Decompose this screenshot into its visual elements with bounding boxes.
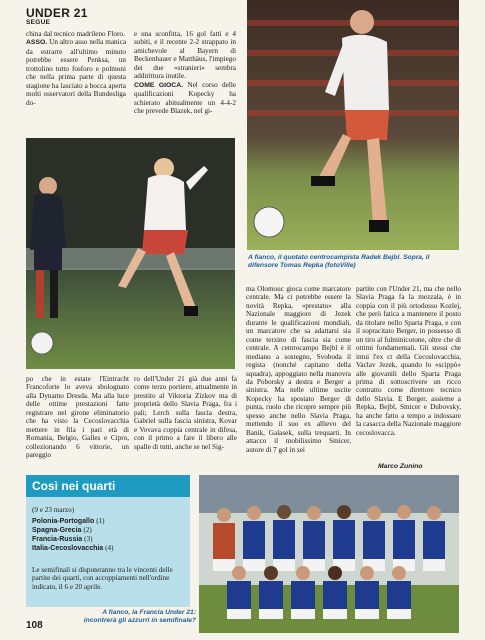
page-number: 108	[26, 620, 43, 631]
match-teams: Italia-Cecoslovacchia	[32, 545, 104, 552]
quarterfinals-title: Così nei quarti	[26, 475, 190, 497]
match-row	[32, 544, 114, 552]
paragraph: Nel corso delle qualificazioni Kopecky ha schierato abitualmente un 4-4-2 che prevede Blazek, nel gi-	[134, 80, 236, 116]
match-result: (3)	[84, 535, 93, 543]
author-signature: Marco Zunino	[378, 463, 423, 470]
article-col1-top	[26, 30, 126, 107]
match-row	[32, 535, 93, 543]
paragraph: Un altro asso nella manica da estrarre all'ultimo minuto potrebbe essere Penksa, un trottolino tutto fosforo e polmoni che nella prima parte di questa stagione ha lasciato a bocca aperta molti osservatori della Bundesliga do-	[26, 38, 127, 107]
article-col4: partite con l'Under 21, ma che nello Slavia Praga fa la mezzala, è in coppia con il più ortodosso Kozlej, che però fatica a mantenere il posto da titolare nello Sparta Praga, e con il sopracitato Berger, in possesso di un tiro al fulminicotone, oltre che di ottimi fondamentali. Gli stessi che intui l'ex ct della Cecoslovacchia, Vaclav Jezek, quando lo «scippò» alle giovanili dello Sparta Praga prima di sottoscrivere un ricco contratto come direttore tecnico dello Slavia. E Berger, assieme a Repka, Bejbl, Smicer e Dubovsky, ha anche fatto a tempo a indossare la casacca della Nazionale maggiore cecoslovacca.	[356, 285, 461, 437]
photo-caption-bottom: A fianco, la Francia Under 21: incontrerà gli azzurri in semifinale?	[83, 609, 196, 624]
quarterfinals-note: Le semifinali si disputeranno tra le vincenti delle partite dei quarti, con accoppiamenti nell'ordine indicato, il 6 e 20 aprile.	[32, 566, 173, 591]
photo-france-team	[199, 475, 459, 633]
match-teams: Francia-Russia	[32, 536, 83, 543]
match-row	[32, 517, 105, 525]
quarterfinals-date: (9 e 23 marzo)	[32, 506, 75, 514]
match-teams: Spagna-Grecia	[32, 527, 82, 534]
section-title: UNDER 21	[26, 6, 88, 20]
article-col3: ma Olomouc gioca come marcatore centrale. Ma ci potrebbe essere la novità Repka, «prestato» alla Nazionale maggiore di Jezek durante le qualificazioni mondiali, un marcatore che sa adattarsi sia come terzino di fascia sia come centrale. A centrocampo Bejbl è il mediano a sostegno, Svoboda il regista (nonché capitano della squadra), appoggiato nella manovra da Poborsky a destra e Berger a sinistra. Ma nelle ultime uscite Kopecky ha spostato Berger di punta, ruolo che ricopre sempre più spesso anche nello Slavia Praga, mettendo il suo ex allievo del Banik, Galasek, sulla trequarti. In attacco il mobilissimo Smicer, autore di 7 gol in sei	[246, 285, 351, 454]
subhead-come-gioca: COME GIOCA.	[134, 81, 184, 89]
match-result: (2)	[83, 526, 92, 534]
paragraph: china dal tecnico madrileno Floro.	[26, 30, 125, 38]
quarterfinals-box	[26, 475, 190, 607]
photo-repka	[26, 138, 235, 369]
match-row	[32, 526, 92, 534]
article-col2-mid: ro dell'Under 21 già due anni fa come terzo portiere, attualmente in prestito al Viktoria Zizkov ma di proprietà dello Slavia Praga, fra i pali; Lerch sulla fascia destra, Gabriel sulla fascia sinistra, Kovar e Vovava coppia centrale in difesa, con il primo a fare il libero alle spalle di tutti, anche se nel Sig-	[134, 375, 237, 451]
match-result: (1)	[96, 517, 105, 525]
subhead-asso: ASSO.	[26, 39, 48, 47]
paragraph: e una sconfitta, 16 gol fatti e 4 subiti, e il recente 2-2 strappato in amichevole al Bayern di Beckenbauer e Matthäus, l'impiego dei due «stranieri» sembra addirittura inutile.	[134, 30, 236, 81]
photo-france-team-image	[199, 475, 459, 633]
article-col2-top	[134, 30, 236, 116]
photo-bejbl	[247, 0, 459, 250]
article-col1-mid: po che in estate l'Eintracht Francoforte lo aveva sbolognato alla Dynamo Dresda. Ma alla luce delle ottime prestazioni fatte registrare nel girone eliminatorio che ha visto la Cecoslovacchia mettere in fila i pari età di Romania, Belgio, Galles e Cipro, collezionando 6 vittorie, un pareggio	[26, 375, 129, 460]
photo-bejbl-image	[247, 0, 459, 250]
photo-repka-image	[26, 138, 235, 369]
match-result: (4)	[105, 544, 114, 552]
match-teams: Polonia-Portogallo	[32, 518, 95, 525]
section-subtitle: SEGUE	[26, 19, 51, 26]
photo-caption-top: A fianco, il quotato centrocampista Radek Bejbl. Sopra, il difensore Tomas Repka (fotoVille)	[248, 254, 430, 269]
